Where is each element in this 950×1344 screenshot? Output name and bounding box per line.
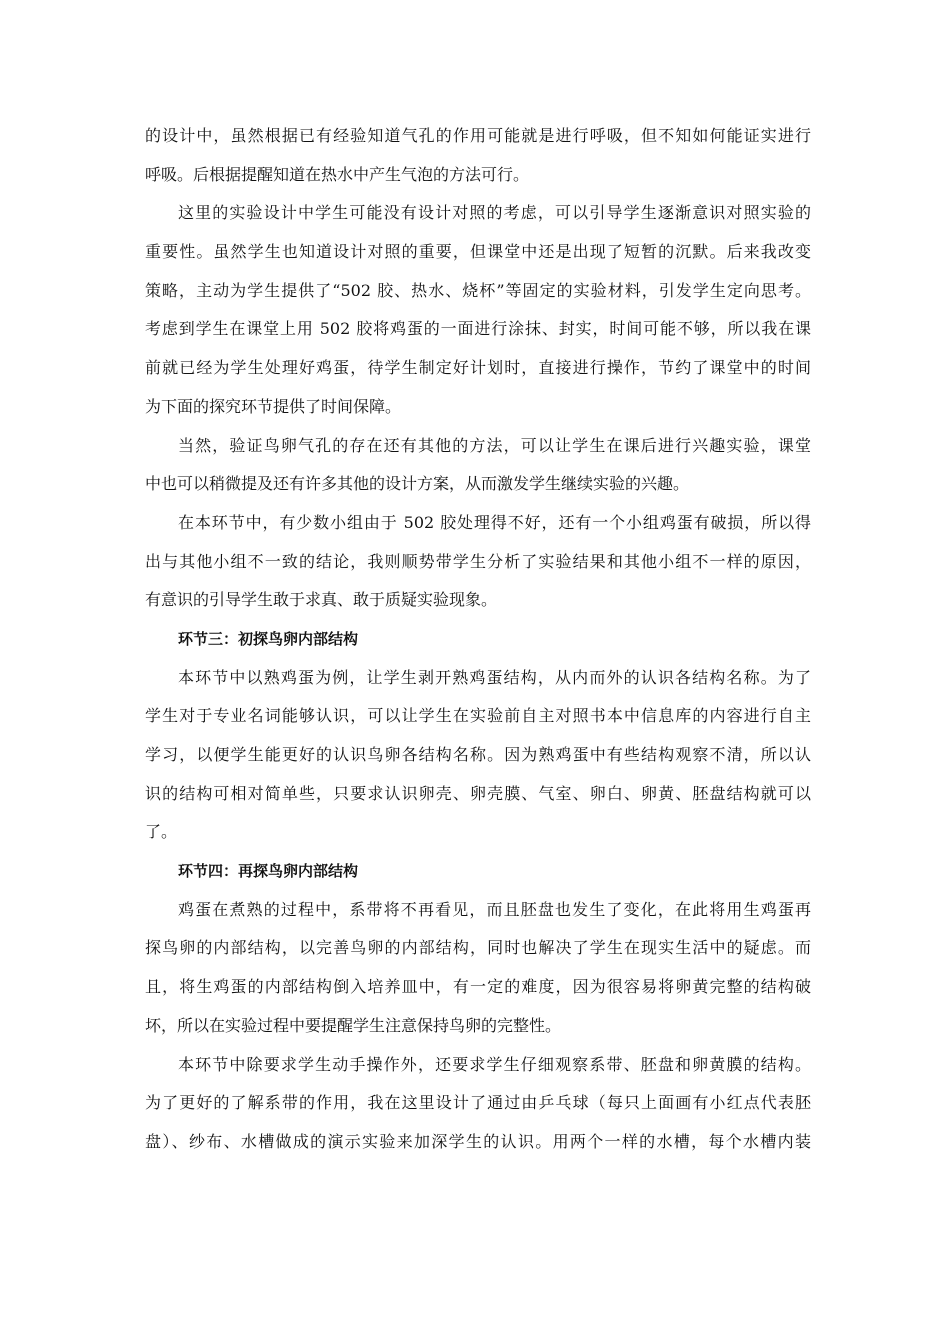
- paragraph-line: 中也可以稍微提及还有许多其他的设计方案，从而激发学生继续实验的兴趣。: [145, 474, 690, 494]
- paragraph-line: 了。: [145, 822, 178, 842]
- paragraph-line: 有意识的引导学生敢于求真、敢于质疑实验现象。: [145, 590, 498, 610]
- paragraph-first-line: 这里的实验设计中学生可能没有设计对照的考虑，可以引导学生逐渐意识对照实验的: [178, 203, 811, 223]
- paragraph-line: 且，将生鸡蛋的内部结构倒入培养皿中，有一定的难度，因为很容易将卵黄完整的结构破: [145, 977, 811, 997]
- paragraph-line: 前就已经为学生处理好鸡蛋，待学生制定好计划时，直接进行操作，节约了课堂中的时间: [145, 358, 811, 378]
- paragraph-first-line: 鸡蛋在煮熟的过程中，系带将不再看见，而且胚盘也发生了变化，在此将用生鸡蛋再: [178, 899, 811, 919]
- paragraph-first-line: 在本环节中，有少数小组由于 502 胶处理得不好，还有一个小组鸡蛋有破损，所以得: [178, 512, 811, 532]
- paragraph-line: 坏，所以在实验过程中要提醒学生注意保持鸟卵的完整性。: [145, 1015, 562, 1035]
- section-heading: 环节三：初探鸟卵内部结构: [178, 629, 359, 648]
- paragraph-line: 识的结构可相对简单些，只要求认识卵壳、卵壳膜、气室、卵白、卵黄、胚盘结构就可以: [145, 783, 811, 803]
- paragraph-first-line: 本环节中以熟鸡蛋为例，让学生剥开熟鸡蛋结构，从内而外的认识各结构名称。为了: [178, 667, 811, 687]
- paragraph-line: 盘）、纱布、水槽做成的演示实验来加深学生的认识。用两个一样的水槽，每个水槽内装: [145, 1131, 811, 1151]
- paragraph-line: 重要性。虽然学生也知道设计对照的重要，但课堂中还是出现了短暂的沉默。后来我改变: [145, 242, 811, 262]
- paragraph-line: 探鸟卵的内部结构，以完善鸟卵的内部结构，同时也解决了学生在现实生活中的疑虑。而: [145, 938, 811, 958]
- paragraph-line: 的设计中，虽然根据已有经验知道气孔的作用可能就是进行呼吸，但不知如何能证实进行: [145, 126, 811, 145]
- paragraph-first-line: 本环节中除要求学生动手操作外，还要求学生仔细观察系带、胚盘和卵黄膜的结构。: [178, 1054, 811, 1074]
- paragraph-first-line: 当然，验证鸟卵气孔的存在还有其他的方法，可以让学生在课后进行兴趣实验，课堂: [178, 435, 811, 455]
- paragraph-line: 出与其他小组不一致的结论，我则顺势带学生分析了实验结果和其他小组不一样的原因，: [145, 551, 811, 571]
- paragraph-line: 考虑到学生在课堂上用 502 胶将鸡蛋的一面进行涂抹、封实，时间可能不够，所以我在课: [145, 319, 811, 339]
- paragraph-line: 为了更好的了解系带的作用，我在这里设计了通过由乒乓球（每只上面画有小红点代表胚: [145, 1093, 811, 1113]
- paragraph-line: 学生对于专业名词能够认识，可以让学生在实验前自主对照书本中信息库的内容进行自主: [145, 706, 811, 726]
- paragraph-line: 学习，以便学生能更好的认识鸟卵各结构名称。因为熟鸡蛋中有些结构观察不清，所以认: [145, 745, 811, 764]
- document-body: [145, 117, 811, 1162]
- paragraph-line: 策略，主动为学生提供了“502 胶、热水、烧杯”等固定的实验材料，引发学生定向思考。: [145, 280, 811, 300]
- paragraph-line: 为下面的探究环节提供了时间保障。: [145, 396, 402, 416]
- paragraph-line: 呼吸。后根据提醒知道在热水中产生气泡的方法可行。: [145, 164, 530, 184]
- section-heading: 环节四：再探鸟卵内部结构: [178, 862, 359, 881]
